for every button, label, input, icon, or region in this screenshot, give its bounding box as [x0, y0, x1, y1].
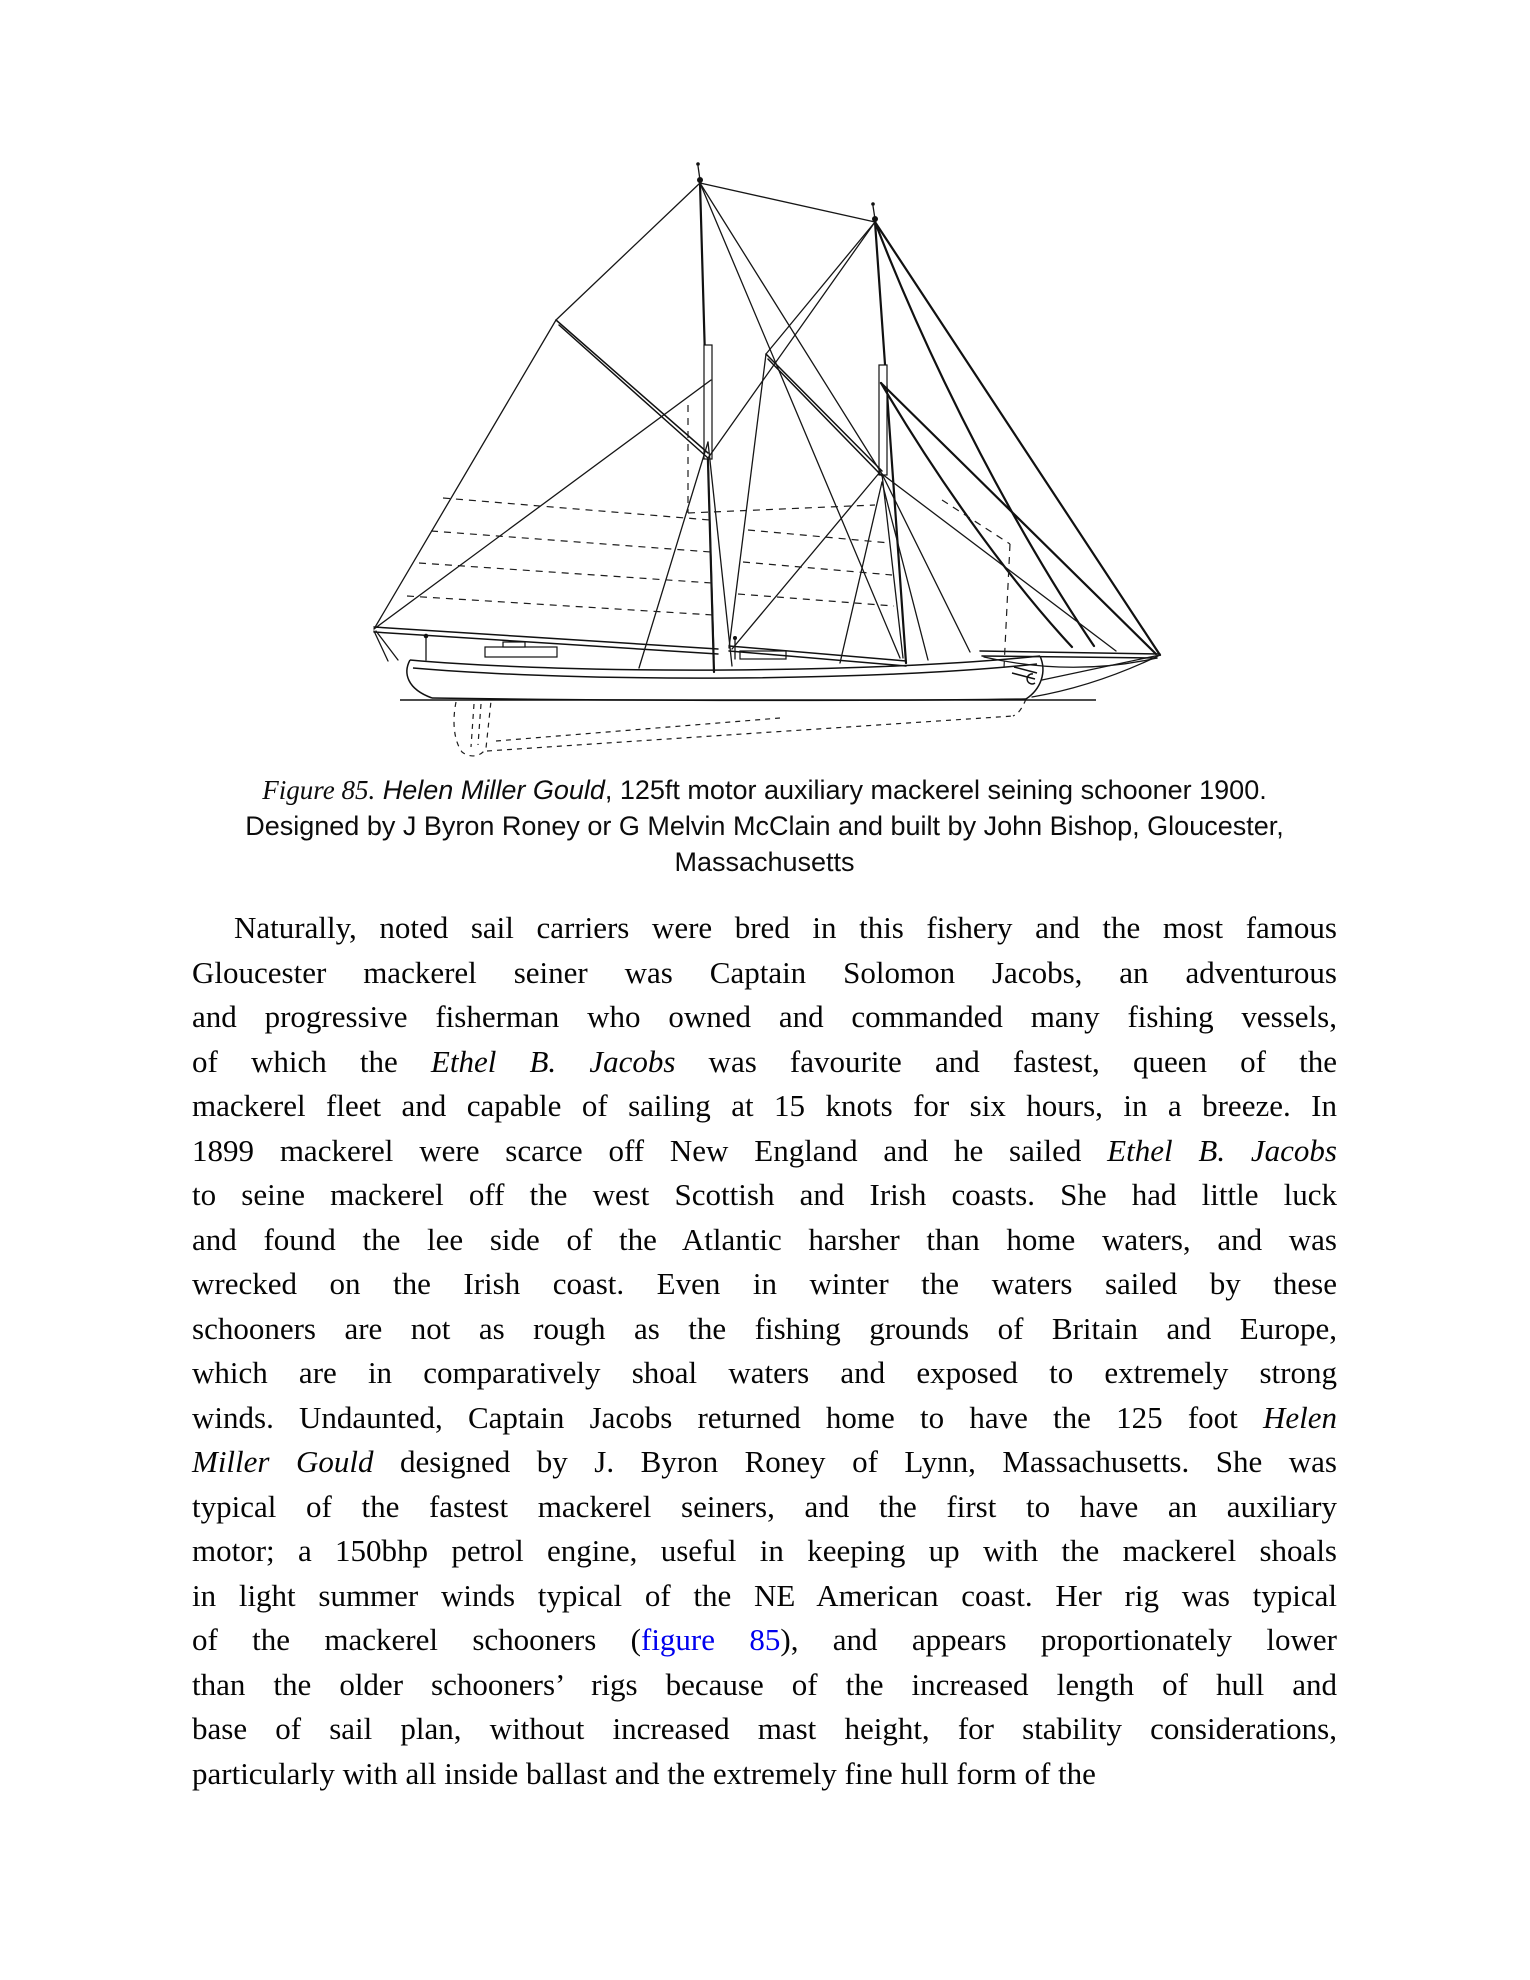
- text-run: designed by J. Byron Roney of Lynn, Massachusetts. She was: [373, 1444, 1337, 1479]
- text-run: wrecked on the Irish coast. Even in winter the waters sailed by these: [192, 1266, 1337, 1301]
- main-topsail: [556, 183, 700, 320]
- mainsail-leech: [374, 320, 556, 629]
- text-run: which are in comparatively shoal waters and exposed to extremely strong: [192, 1355, 1337, 1390]
- body-text-line: [192, 1173, 1337, 1218]
- text-run: in light summer winds typical of the NE American coast. Her rig was typical: [192, 1577, 1337, 1613]
- text-run: particularly with all inside ballast and the extremely fine hull form of the: [192, 1755, 1096, 1791]
- fore-topsail: [766, 222, 875, 354]
- text-run: of the mackerel schooners (: [192, 1622, 641, 1657]
- body-text-line: [192, 995, 1337, 1040]
- text-run: and found the lee side of the Atlantic harsher than home waters, and was: [192, 1221, 1337, 1257]
- body-text-line: [192, 1440, 1337, 1485]
- text-run: was favourite and fastest, queen of the: [675, 1043, 1337, 1079]
- text-run: Ethel B. Jacobs: [1107, 1132, 1337, 1168]
- body-text-line: [192, 1663, 1337, 1708]
- figure-caption: [192, 772, 1337, 880]
- body-text-line: [192, 1040, 1337, 1085]
- text-run: Naturally, noted sail carriers were bred in this fishery and the most famous: [234, 910, 1337, 945]
- body-text-line: [192, 1618, 1337, 1663]
- schooner-sail-plan-drawing: [280, 140, 1168, 760]
- text-run: to seine mackerel off the west Scottish and Irish coasts. She had little luck: [192, 1177, 1337, 1212]
- caption-line-1: [192, 772, 1337, 808]
- body-text-line: [192, 1707, 1337, 1752]
- sails: [374, 183, 903, 658]
- fore-gaff: [766, 354, 882, 471]
- foresail-leech: [729, 354, 766, 648]
- text-run: ), and appears proportionately lower: [780, 1622, 1337, 1657]
- body-text-line: [192, 1396, 1337, 1441]
- text-run: than the older schooners’ rigs because of the increased length of hull and: [192, 1666, 1337, 1702]
- jib-stay: [881, 383, 1156, 654]
- text-run: mackerel fleet and capable of sailing at 15 knots for six hours, in a breeze. In: [192, 1088, 1337, 1123]
- text-run: Ethel B. Jacobs: [430, 1043, 676, 1079]
- text-run: schooners are not as rough as the fishing grounds of Britain and Europe,: [192, 1310, 1337, 1346]
- caption-line-2: [192, 808, 1337, 844]
- hull: [407, 634, 1043, 701]
- text-run: Helen Miller Gould: [382, 775, 605, 805]
- text-run: Figure 85.: [262, 775, 376, 805]
- body-paragraph: [192, 906, 1337, 1796]
- underwater-profile: [454, 699, 1026, 756]
- text-run: winds. Undaunted, Captain Jacobs returned home to have the 125 foot: [192, 1399, 1263, 1435]
- body-text-line: [192, 906, 1337, 951]
- body-text-line: [192, 1351, 1337, 1396]
- text-run: Designed by J Byron Roney or G Melvin McClain and built by John Bishop, Gloucester,: [245, 811, 1284, 841]
- text-run: motor; a 150bhp petrol engine, useful in keeping up with the mackerel shoals: [192, 1533, 1337, 1568]
- body-text-line: [192, 1485, 1337, 1530]
- text-run: typical of the fastest mackerel seiners, and the first to have an auxiliary: [192, 1488, 1337, 1524]
- caption-line-3: [192, 844, 1337, 880]
- text-run: of which the: [192, 1043, 431, 1079]
- text-run: , 125ft motor auxiliary mackerel seining schooner 1900.: [604, 775, 1267, 805]
- text-run: Gloucester mackerel seiner was Captain Solomon Jacobs, an adventurous: [192, 954, 1337, 990]
- jib-topsail-stay: [875, 222, 1160, 655]
- text-run: base of sail plan, without increased mast height, for stability considerations,: [192, 1711, 1337, 1746]
- body-text-line: [192, 951, 1337, 996]
- text-run: Massachusetts: [674, 847, 855, 877]
- text-run: 1899 mackerel were scarce off New England and he sailed: [192, 1132, 1108, 1168]
- bowsprit: [980, 651, 1160, 654]
- text-run: Miller Gould: [192, 1444, 374, 1479]
- text-run: Helen: [1262, 1399, 1337, 1435]
- body-text-line: [192, 1262, 1337, 1307]
- body-text-line: [192, 1574, 1337, 1619]
- body-text-line: [192, 1129, 1337, 1174]
- figure-85-image: [280, 140, 1168, 760]
- main-gaff: [556, 320, 708, 453]
- body-text-line: [192, 1218, 1337, 1263]
- text-run: [375, 775, 383, 805]
- body-text-line: [192, 1752, 1337, 1797]
- body-text-line: [192, 1529, 1337, 1574]
- body-text-line: [192, 1084, 1337, 1129]
- text-run: and progressive fisherman who owned and commanded many fishing vessels,: [192, 999, 1337, 1034]
- rigging: [374, 183, 1160, 697]
- figure-85-link[interactable]: figure 85: [641, 1622, 781, 1657]
- deckhouse: [485, 647, 557, 657]
- body-text-line: [192, 1307, 1337, 1352]
